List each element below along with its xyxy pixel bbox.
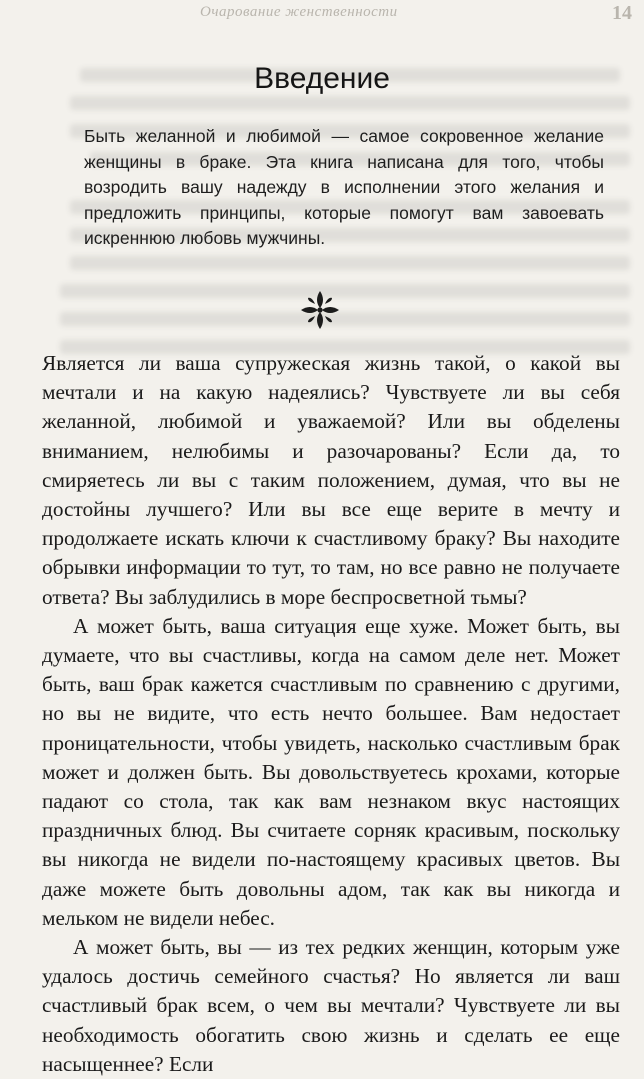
floral-ornament-icon bbox=[295, 285, 345, 335]
chapter-title: Введение bbox=[254, 62, 390, 95]
page-number: 14 bbox=[612, 2, 632, 24]
body-text bbox=[42, 349, 620, 1079]
paragraph: А может быть, ваша ситуация еще хуже. Может быть, вы думаете, что вы счастливы, когда на самом деле нет. Может быть, ваш брак кажется счастливым по сравнению с другими, но вы не видите, что есть нечто большее. Вам недостает проницательности, чтобы увидеть, насколько счастливым брак может и должен быть. Вы довольствуетесь крохами, которые падают со стола, так как вам незнаком вкус настоящих праздничных блюд. Вы считаете сорняк красивым, поскольку вы никогда не видели по-настоящему красивых цветов. Вы даже можете быть довольны адом, так как вы никогда и мельком не видели небес. bbox=[42, 613, 620, 930]
running-head-title: Очарование женственности bbox=[200, 4, 398, 20]
paragraph: Являетcя ли ваша супружеская жизнь такой, о какой вы мечтали и на какую надеялись? Чувствуете ли вы себя желанной, любимой и уважаемой? Или вы обделены вниманием, нелюбимы и разочарованы? Если да, то смиряетесь ли вы с таким положением, думая, что вы не достойны лучшего? Или вы все еще верите в мечту и продолжаете искать ключи к счастливому браку? Вы находите обрывки информации то тут, то там, но все равно не получаете ответа? Вы заблудились в море беспросветной тьмы? bbox=[42, 351, 620, 609]
running-head bbox=[0, 4, 644, 24]
paragraph: А может быть, вы — из тех редких женщин, которым уже удалось достичь семейного счастья? Но является ли ваш счастливый брак всем, о чем вы мечтали? Чувствуете ли вы необходимость обогатить свою жизнь и сделать ее еще насыщеннее? Если bbox=[42, 935, 620, 1076]
chapter-intro: Быть желанной и любимой — самое сокровенное желание женщины в браке. Эта книга написана для того, чтобы возродить вашу надежду в исполнении этого желания и предложить принципы, которые помогут вам завоевать искреннюю любовь мужчины. bbox=[84, 126, 604, 248]
